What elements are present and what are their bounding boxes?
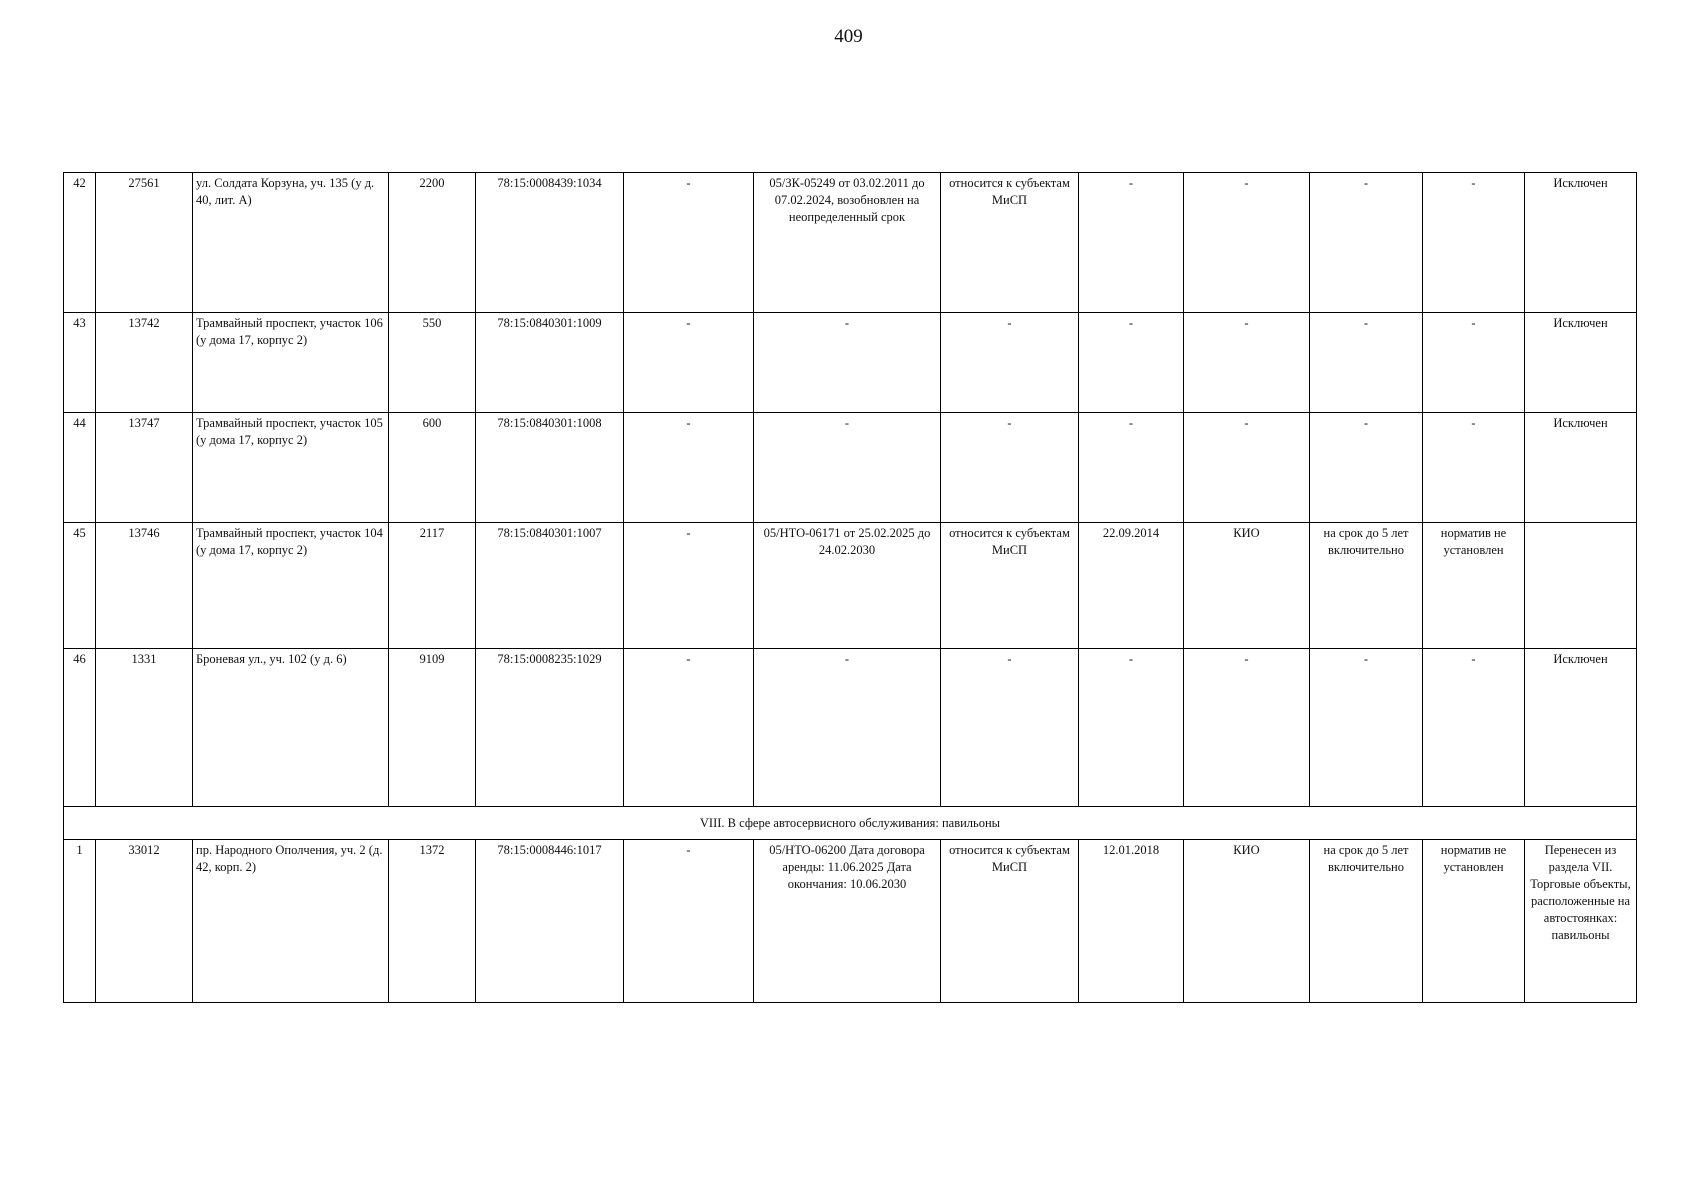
- cell-date: -: [1079, 413, 1184, 523]
- cell-smb-status: -: [941, 313, 1079, 413]
- register-body: [64, 173, 1637, 1003]
- cell-authority: -: [1184, 313, 1310, 413]
- cell-object-id: 1331: [96, 649, 193, 807]
- cell-smb-status: -: [941, 413, 1079, 523]
- cell-term: -: [1310, 173, 1423, 313]
- cell-col-6: -: [624, 313, 754, 413]
- cell-note: Исключен: [1525, 413, 1637, 523]
- cell-norm: -: [1423, 649, 1525, 807]
- table-row: [64, 313, 1637, 413]
- table-row: [64, 173, 1637, 313]
- register-table: [63, 172, 1637, 1003]
- cell-contract: 05/НТО-06200 Дата договора аренды: 11.06.2025 Дата окончания: 10.06.2030: [754, 840, 941, 1003]
- cell-address: Трамвайный проспект, участок 106 (у дома 17, корпус 2): [193, 313, 389, 413]
- table-row: [64, 523, 1637, 649]
- cell-object-id: 13746: [96, 523, 193, 649]
- section-header-row: [64, 807, 1637, 840]
- cell-authority: КИО: [1184, 523, 1310, 649]
- cell-smb-status: относится к субъектам МиСП: [941, 523, 1079, 649]
- table-row: [64, 413, 1637, 523]
- cell-contract: -: [754, 649, 941, 807]
- cell-row-number: 46: [64, 649, 96, 807]
- page-number: 409: [834, 26, 863, 47]
- cell-note: Исключен: [1525, 313, 1637, 413]
- cell-address: Броневая ул., уч. 102 (у д. 6): [193, 649, 389, 807]
- cell-col-6: -: [624, 413, 754, 523]
- table-row: [64, 840, 1637, 1003]
- cell-smb-status: относится к субъектам МиСП: [941, 840, 1079, 1003]
- cell-date: 12.01.2018: [1079, 840, 1184, 1003]
- cell-area: 2200: [389, 173, 476, 313]
- cell-term: -: [1310, 413, 1423, 523]
- cell-smb-status: относится к субъектам МиСП: [941, 173, 1079, 313]
- cell-contract: -: [754, 313, 941, 413]
- cell-contract: 05/НТО-06171 от 25.02.2025 до 24.02.2030: [754, 523, 941, 649]
- cell-norm: норматив не установлен: [1423, 840, 1525, 1003]
- cell-note: [1525, 523, 1637, 649]
- cell-object-id: 33012: [96, 840, 193, 1003]
- cell-col-6: -: [624, 840, 754, 1003]
- cell-term: -: [1310, 313, 1423, 413]
- cell-cadastral-number: 78:15:0008446:1017: [476, 840, 624, 1003]
- cell-date: 22.09.2014: [1079, 523, 1184, 649]
- cell-authority: КИО: [1184, 840, 1310, 1003]
- cell-col-6: -: [624, 523, 754, 649]
- cell-authority: -: [1184, 173, 1310, 313]
- cell-cadastral-number: 78:15:0008235:1029: [476, 649, 624, 807]
- cell-area: 9109: [389, 649, 476, 807]
- cell-row-number: 1: [64, 840, 96, 1003]
- cell-address: Трамвайный проспект, участок 104 (у дома 17, корпус 2): [193, 523, 389, 649]
- cell-cadastral-number: 78:15:0840301:1009: [476, 313, 624, 413]
- section-title: VIII. В сфере автосервисного обслуживания: павильоны: [64, 807, 1637, 840]
- cell-object-id: 27561: [96, 173, 193, 313]
- cell-norm: норматив не установлен: [1423, 523, 1525, 649]
- cell-address: Трамвайный проспект, участок 105 (у дома 17, корпус 2): [193, 413, 389, 523]
- cell-date: -: [1079, 173, 1184, 313]
- cell-col-6: -: [624, 649, 754, 807]
- cell-cadastral-number: 78:15:0008439:1034: [476, 173, 624, 313]
- cell-date: -: [1079, 649, 1184, 807]
- cell-contract: 05/ЗК-05249 от 03.02.2011 до 07.02.2024, возобновлен на неопределенный срок: [754, 173, 941, 313]
- cell-date: -: [1079, 313, 1184, 413]
- cell-norm: -: [1423, 173, 1525, 313]
- cell-term: на срок до 5 лет включительно: [1310, 523, 1423, 649]
- cell-address: ул. Солдата Корзуна, уч. 135 (у д. 40, лит. А): [193, 173, 389, 313]
- cell-cadastral-number: 78:15:0840301:1007: [476, 523, 624, 649]
- cell-term: на срок до 5 лет включительно: [1310, 840, 1423, 1003]
- cell-authority: -: [1184, 649, 1310, 807]
- cell-note: Исключен: [1525, 649, 1637, 807]
- cell-object-id: 13747: [96, 413, 193, 523]
- table-row: [64, 649, 1637, 807]
- cell-row-number: 45: [64, 523, 96, 649]
- cell-object-id: 13742: [96, 313, 193, 413]
- cell-address: пр. Народного Ополчения, уч. 2 (д. 42, корп. 2): [193, 840, 389, 1003]
- cell-cadastral-number: 78:15:0840301:1008: [476, 413, 624, 523]
- cell-row-number: 42: [64, 173, 96, 313]
- cell-norm: -: [1423, 313, 1525, 413]
- cell-area: 600: [389, 413, 476, 523]
- cell-note: Перенесен из раздела VII. Торговые объекты, расположенные на автостоянках: павильоны: [1525, 840, 1637, 1003]
- cell-area: 550: [389, 313, 476, 413]
- cell-area: 1372: [389, 840, 476, 1003]
- cell-row-number: 43: [64, 313, 96, 413]
- cell-area: 2117: [389, 523, 476, 649]
- cell-row-number: 44: [64, 413, 96, 523]
- cell-smb-status: -: [941, 649, 1079, 807]
- cell-authority: -: [1184, 413, 1310, 523]
- cell-col-6: -: [624, 173, 754, 313]
- cell-norm: -: [1423, 413, 1525, 523]
- cell-term: -: [1310, 649, 1423, 807]
- cell-note: Исключен: [1525, 173, 1637, 313]
- cell-contract: -: [754, 413, 941, 523]
